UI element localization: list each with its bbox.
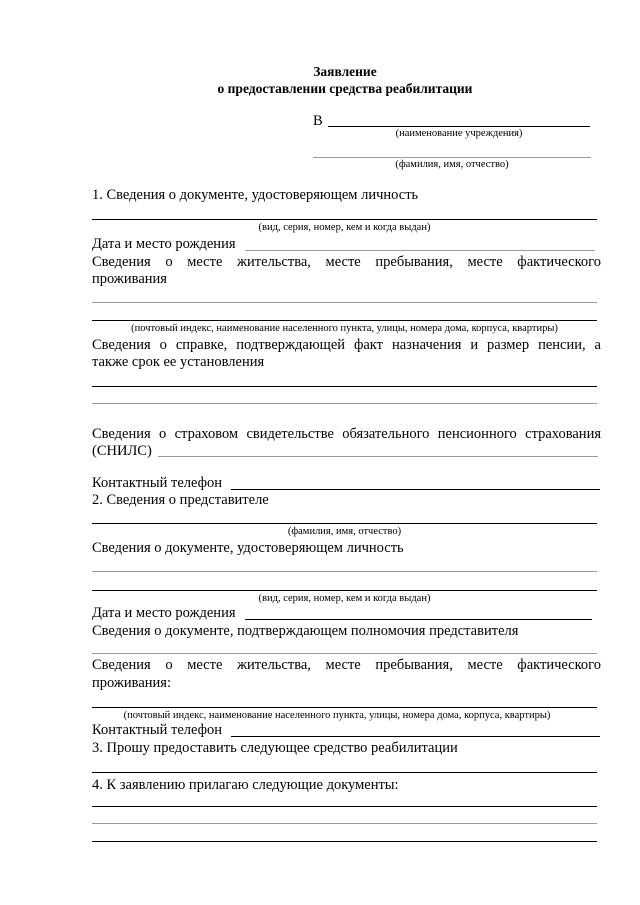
- section2-authority-field[interactable]: [92, 653, 597, 654]
- section1-doc-caption: (вид, серия, номер, кем и когда выдан): [258, 222, 431, 233]
- section2-residence-field[interactable]: [92, 707, 597, 708]
- section1-pension-line-1: Сведения о справке, подтверждающей факт назначения и размер пенсии, а: [92, 337, 601, 353]
- section1-residence-line-1: Сведения о месте жительства, месте пребывания, месте фактического: [92, 254, 601, 270]
- section2-doc-caption: (вид, серия, номер, кем и когда выдан): [258, 593, 431, 604]
- section1-heading: 1. Сведения о документе, удостоверяющем личность: [92, 187, 419, 203]
- section2-doc-label: Сведения о документе, удостоверяющем личность: [92, 540, 404, 556]
- section1-phone-field[interactable]: [231, 489, 600, 490]
- section2-residence-line-1: Сведения о месте жительства, месте пребывания, месте фактического: [92, 657, 601, 673]
- section2-birth-label: Дата и место рождения: [92, 605, 236, 621]
- section3-heading: 3. Прошу предоставить следующее средство реабилитации: [92, 740, 458, 756]
- applicant-name-field[interactable]: [313, 157, 591, 158]
- title-line-1: Заявление: [313, 64, 377, 79]
- section1-pension-field-2[interactable]: [92, 403, 597, 404]
- section2-address-caption: (почтовый индекс, наименование населенного пункта, улицы, номера дома, корпуса, квартиры): [123, 710, 551, 721]
- section1-birth-field[interactable]: [245, 250, 595, 251]
- section1-pension-field-1[interactable]: [92, 386, 597, 387]
- section2-doc-field-1[interactable]: [92, 571, 597, 572]
- section1-doc-field[interactable]: [92, 219, 597, 220]
- section1-address-caption: (почтовый индекс, наименование населенного пункта, улицы, номера дома, корпуса, квартиры): [131, 323, 558, 334]
- applicant-name-caption: (фамилия, имя, отчество): [395, 159, 509, 170]
- section2-phone-label: Контактный телефон: [92, 722, 223, 738]
- institution-field[interactable]: [328, 126, 590, 127]
- section1-snils-line-2: (СНИЛС): [92, 443, 152, 459]
- institution-caption: (наименование учреждения): [395, 128, 523, 139]
- section2-doc-field-2[interactable]: [92, 590, 597, 591]
- section2-birth-field[interactable]: [245, 619, 592, 620]
- section2-residence-line-2: проживания:: [92, 675, 171, 691]
- section4-field-3[interactable]: [92, 841, 597, 842]
- section1-birth-label: Дата и место рождения: [92, 236, 236, 252]
- section1-snils-line-1: Сведения о страховом свидетельстве обязательного пенсионного страхования: [92, 426, 601, 442]
- section2-authority-label: Сведения о документе, подтверждающем полномочия представителя: [92, 623, 519, 639]
- section1-residence-field-1[interactable]: [92, 302, 597, 303]
- section1-pension-line-2: также срок ее установления: [92, 354, 265, 370]
- section2-heading: 2. Сведения о представителе: [92, 492, 269, 508]
- section2-phone-field[interactable]: [231, 736, 600, 737]
- to-prefix: В: [313, 113, 323, 129]
- section4-field-2[interactable]: [92, 823, 597, 824]
- section3-field[interactable]: [92, 772, 597, 773]
- section1-residence-line-2: проживания: [92, 271, 167, 287]
- section2-name-field[interactable]: [92, 523, 597, 524]
- section4-heading: 4. К заявлению прилагаю следующие документы:: [92, 777, 399, 793]
- section2-name-caption: (фамилия, имя, отчество): [287, 526, 402, 537]
- section1-residence-field-2[interactable]: [92, 320, 597, 321]
- title-line-2: о предоставлении средства реабилитации: [217, 81, 473, 96]
- section1-snils-field[interactable]: [158, 456, 598, 457]
- section4-field-1[interactable]: [92, 806, 597, 807]
- section1-phone-label: Контактный телефон: [92, 475, 223, 491]
